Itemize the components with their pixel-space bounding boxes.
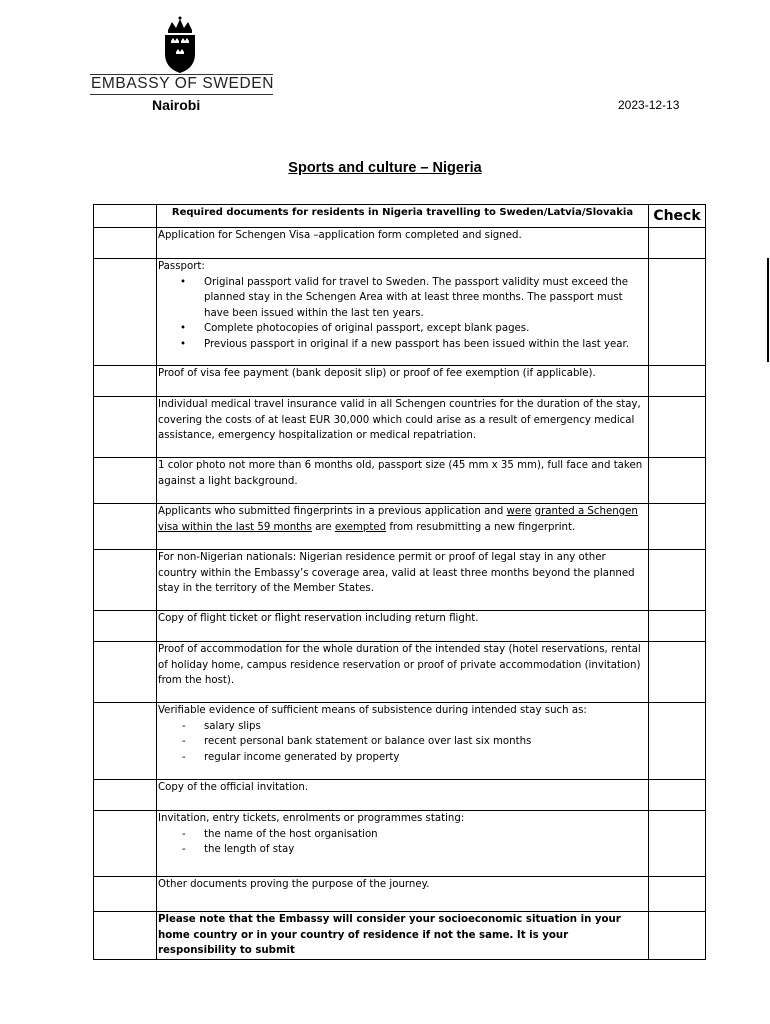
table-row (94, 458, 706, 504)
table-row (94, 780, 706, 811)
requirement-fingerprints: Applicants who submitted fingerprints in a previous application and were granted a Schengen visa within the last 59 months are exempted from resubmitting a new fingerprint. (157, 504, 649, 550)
table-row (94, 228, 706, 259)
list-item: • Previous passport in original if a new passport has been issued within the last year. (204, 337, 647, 353)
check-box[interactable] (649, 228, 706, 259)
table-row (94, 703, 706, 780)
list-item: - salary slips (204, 719, 647, 735)
requirement-photo: 1 color photo not more than 6 months old, passport size (45 mm x 35 mm), full face and taken against a light background. (157, 458, 649, 504)
requirement-application: Application for Schengen Visa –application form completed and signed. (157, 228, 649, 259)
table-row (94, 642, 706, 703)
requirement-passport (157, 259, 649, 366)
check-box[interactable] (649, 366, 706, 397)
requirement-insurance: Individual medical travel insurance valid in all Schengen countries for the duration of the stay, covering the costs of at least EUR 30,000 which could arise as a result of emergency medical assistance, emergency hospitalization or medical repatriation. (157, 397, 649, 458)
requirement-other: Other documents proving the purpose of the journey. (157, 877, 649, 912)
list-item: - the name of the host organisation (204, 827, 647, 843)
table-row (94, 397, 706, 458)
passport-title: Passport: (158, 261, 205, 272)
side-margin-mark (767, 258, 769, 362)
table-row (94, 611, 706, 642)
socioeconomic-note: Please note that the Embassy will consider your socioeconomic situation in your home country or in your country of residence if not the same. It is your responsibility to submit (157, 912, 649, 960)
check-box[interactable] (649, 642, 706, 703)
check-box[interactable] (649, 611, 706, 642)
table-row (94, 877, 706, 912)
table-row (94, 366, 706, 397)
requirement-invitation: Copy of the official invitation. (157, 780, 649, 811)
tickets-list (158, 827, 647, 858)
check-box[interactable] (649, 397, 706, 458)
check-box[interactable] (649, 703, 706, 780)
requirement-flight: Copy of flight ticket or flight reservation including return flight. (157, 611, 649, 642)
table-header-text: Required documents for residents in Nigeria travelling to Sweden/Latvia/Slovakia (157, 205, 649, 228)
crown-shield-icon (162, 16, 198, 74)
check-box[interactable] (649, 550, 706, 611)
table-row (94, 259, 706, 366)
empty-cell (94, 205, 157, 228)
tickets-title: Invitation, entry tickets, enrolments or programmes stating: (158, 813, 465, 824)
check-box[interactable] (649, 912, 706, 960)
list-item: - regular income generated by property (204, 750, 647, 766)
logo-rule-bottom (90, 94, 273, 95)
check-box[interactable] (649, 458, 706, 504)
requirement-accommodation: Proof of accommodation for the whole duration of the intended stay (hotel reservations, rental of holiday home, campus residence reservation or proof of private accommodation (invitation) from the host). (157, 642, 649, 703)
check-column-header: Check (649, 205, 706, 228)
list-item: • Complete photocopies of original passport, except blank pages. (204, 321, 647, 337)
table-row (94, 912, 706, 960)
subsistence-title: Verifiable evidence of sufficient means of subsistence during intended stay such as: (158, 705, 587, 716)
table-row (94, 811, 706, 877)
check-box[interactable] (649, 811, 706, 877)
list-item: • Original passport valid for travel to Sweden. The passport validity must exceed the planned stay in the Schengen Area with at least three months. The passport must have been issued within the last ten years. (204, 275, 647, 322)
requirement-subsistence (157, 703, 649, 780)
check-box[interactable] (649, 259, 706, 366)
table-header-row (94, 205, 706, 228)
document-date: 2023-12-13 (618, 98, 680, 112)
table-row (94, 550, 706, 611)
check-box[interactable] (649, 877, 706, 912)
subsistence-list (158, 719, 647, 766)
list-item: - the length of stay (204, 842, 647, 858)
requirement-tickets (157, 811, 649, 877)
page-title: Sports and culture – Nigeria (288, 160, 482, 176)
table-row (94, 504, 706, 550)
requirements-table (93, 204, 706, 960)
check-box[interactable] (649, 780, 706, 811)
requirement-visa-fee: Proof of visa fee payment (bank deposit slip) or proof of fee exemption (if applicable). (157, 366, 649, 397)
embassy-name: EMBASSY OF SWEDEN (90, 75, 275, 92)
passport-list (158, 275, 647, 353)
requirement-non-nigerian: For non-Nigerian nationals: Nigerian residence permit or proof of legal stay in any other country within the Embassy’s coverage area, valid at least three months beyond the planned stay in the territory of the Member States. (157, 550, 649, 611)
city-name: Nairobi (152, 97, 201, 113)
check-box[interactable] (649, 504, 706, 550)
list-item: - recent personal bank statement or balance over last six months (204, 734, 647, 750)
